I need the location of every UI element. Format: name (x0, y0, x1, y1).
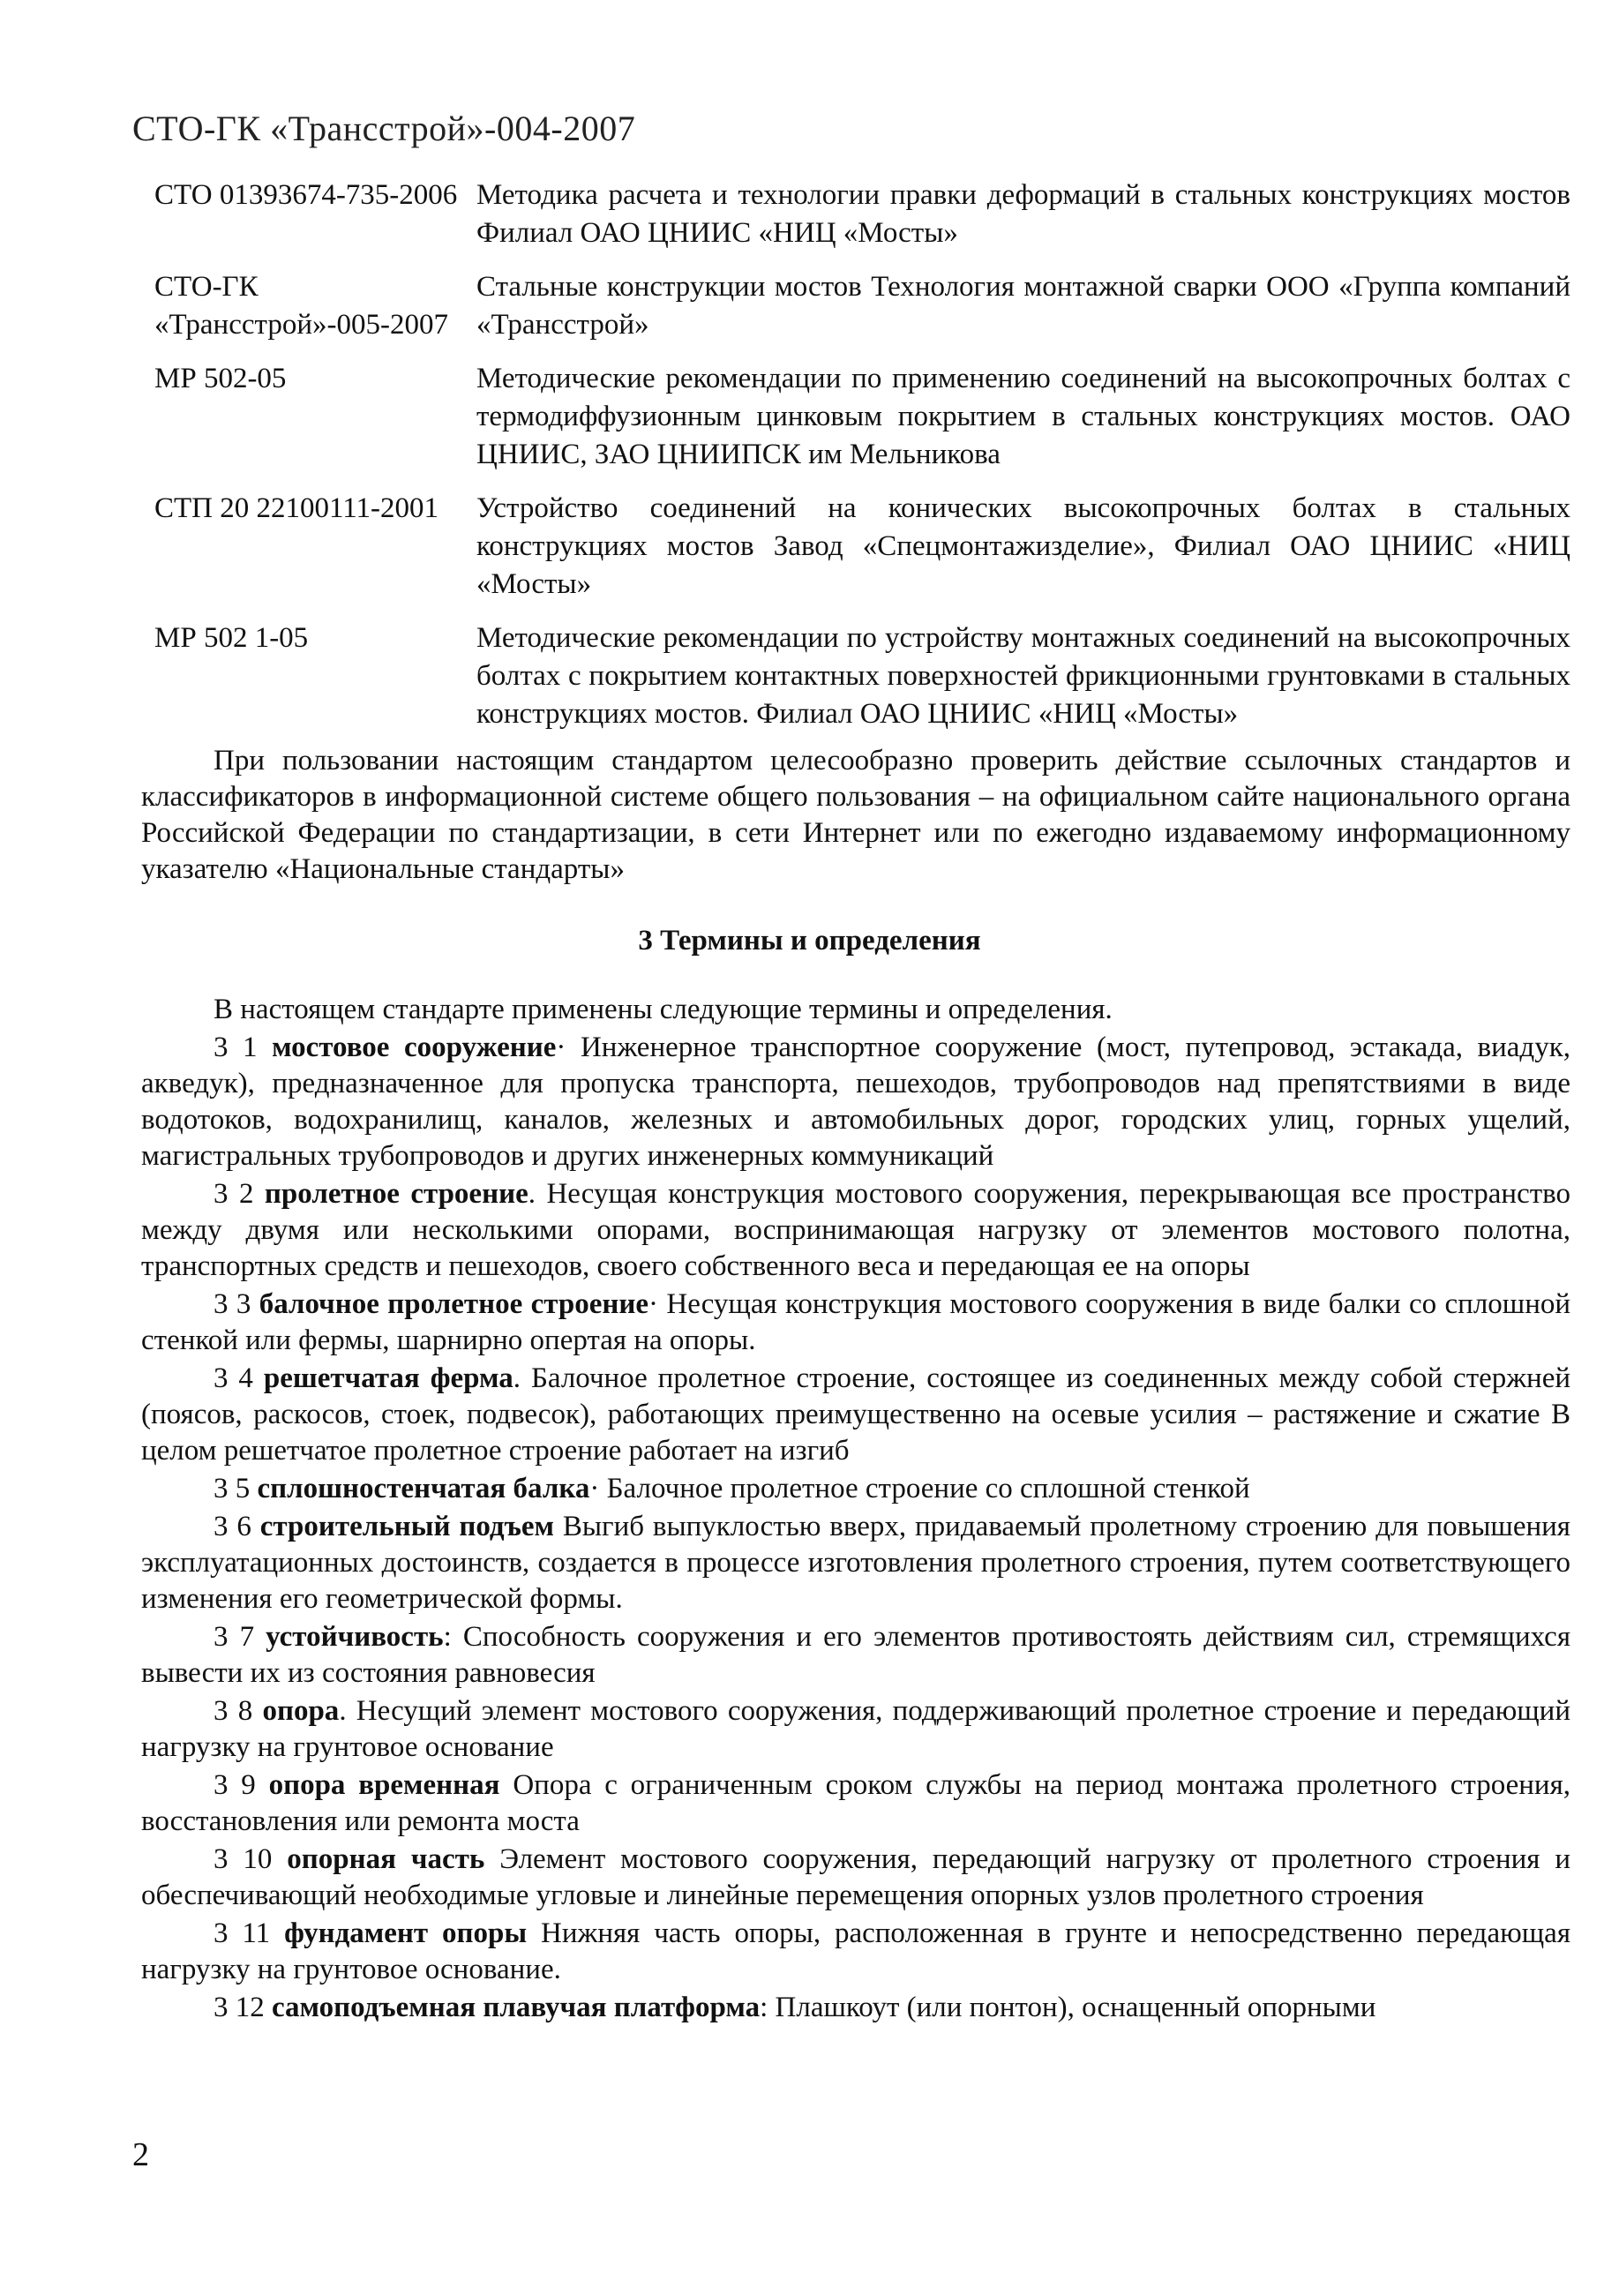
term-item (141, 1767, 1570, 1840)
term-item (141, 1176, 1570, 1285)
term-separator: : (760, 1992, 768, 2023)
term-item (141, 1361, 1570, 1469)
term-name: сплошностенчатая балка (257, 1473, 590, 1504)
reference-item (154, 490, 1570, 604)
term-definition: Балочное пролетное строение, состоящее из соединенных между собой стержней (поясов, раскосов, стоек, подвесок), работающих преимущественно на осевые усилия – растяжение и сжатие В целом решетчатое пролетное строение работает на изгиб (141, 1362, 1571, 1467)
reference-item (154, 268, 1570, 344)
term-item (141, 1471, 1570, 1507)
reference-code: МР 502-05 (154, 363, 287, 394)
term-separator: · (589, 1473, 600, 1504)
term-number: 3 4 (214, 1362, 253, 1394)
term-separator: · (648, 1288, 659, 1320)
term-item (141, 1842, 1570, 1914)
reference-code: СТП 20 22100111-2001 (154, 492, 439, 524)
term-name: устойчивость (266, 1621, 444, 1653)
term-definition: Выгиб выпуклостью вверх, придаваемый пролетному строению для повышения эксплуатационных достоинств, создается в процессе изготовления пролетного строения, путем соответствующего изменения его геометрической формы. (141, 1511, 1570, 1615)
term-number: 3 7 (214, 1621, 255, 1653)
term-item (141, 1990, 1570, 2026)
term-definition: Инженерное транспортное сооружение (мост, путепровод, эстакада, виадук, акведук), предназначенное для пропуска транспорта, пешеходов, трубопроводов над препятствиями в виде водотоков, водохранилищ, каналов, железных и автомобильных дорог, городских улиц, горных ущелий, магистральных трубопроводов и других инженерных коммуникаций (141, 1032, 1570, 1172)
term-item (141, 1509, 1570, 1617)
reference-description: Методические рекомендации по применению соединений на высокопрочных болтах с термодиффузионным цинковым покрытием в стальных конструкциях мостов. ОАО ЦНИИС, ЗАО ЦНИИПСК им Мельникова (476, 363, 1570, 470)
term-number: 3 3 (214, 1288, 251, 1320)
term-name: опорная часть (287, 1843, 485, 1875)
terms-list (141, 992, 1570, 2028)
term-number: 3 9 (214, 1769, 256, 1801)
term-definition: Способность сооружения и его элементов противостоять действиям сил, стремящихся вывести их из состояния равновесия (141, 1621, 1570, 1689)
section-title: 3 Термины и определения (638, 925, 981, 957)
reference-item (154, 176, 1570, 252)
reference-description: Методические рекомендации по устройству монтажных соединений на высокопрочных болтах с покрытием контактных поверхностей фрикционными грунтовками в стальных конструкциях мостов. Филиал ОАО ЦНИИС «НИЦ «Мосты» (476, 622, 1570, 730)
term-name: решетчатая ферма (263, 1362, 513, 1394)
term-definition: Несущий элемент мостового сооружения, поддерживающий пролетное строение и передающий нагрузку на грунтовое основание (141, 1695, 1571, 1763)
reference-code: СТО 01393674-735-2006 (154, 179, 458, 211)
terms-intro: В настоящем стандарте применены следующие термины и определения. (214, 994, 1113, 1025)
term-item (141, 1916, 1570, 1988)
term-name: строительный подъем (259, 1511, 554, 1542)
term-name: опора временная (268, 1769, 500, 1801)
term-item (141, 1287, 1570, 1359)
term-number: 3 8 (214, 1695, 253, 1727)
term-definition: Балочное пролетное строение со сплошной стенкой (606, 1473, 1250, 1504)
term-definition: Плашкоут (или понтон), оснащенный опорными (775, 1992, 1376, 2023)
reference-list (154, 176, 1570, 749)
term-name: мостовое сооружение (272, 1032, 557, 1063)
term-item (141, 1030, 1570, 1174)
term-separator: : (443, 1621, 452, 1653)
term-definition: Несущая конструкция мостового сооружения, перекрывающая все пространство между двумя или несколькими опорами, воспринимающая нагрузку от элементов мостового полотна, транспортных средств и пешеходов, своего собственного веса и передающая ее на опоры (141, 1178, 1571, 1282)
term-definition: Опора с ограниченным сроком службы на период монтажа пролетного строения, восстановления или ремонта моста (141, 1769, 1571, 1837)
term-name: балочное пролетное строение (259, 1288, 649, 1320)
term-number: 3 12 (214, 1992, 265, 2023)
term-item (141, 1619, 1570, 1692)
reference-description: Методика расчета и технологии правки деформаций в стальных конструкциях мостов Филиал ОАО ЦНИИС «НИЦ «Мосты» (476, 179, 1570, 249)
term-item (141, 1693, 1570, 1766)
term-number: 3 10 (214, 1843, 273, 1875)
term-separator: . (513, 1362, 521, 1394)
term-definition: Нижняя часть опоры, расположенная в грунте и непосредственно передающая нагрузку на грунтовое основание. (141, 1917, 1571, 1985)
term-number: 3 11 (214, 1917, 271, 1949)
term-name: самоподъемная плавучая платформа (272, 1992, 761, 2023)
term-number: 3 1 (214, 1032, 258, 1063)
usage-note (141, 743, 1570, 888)
term-definition: Несущая конструкция мостового сооружения в виде балки со сплошной стенкой или фермы, шарнирно опертая на опоры. (141, 1288, 1571, 1356)
page-number: 2 (132, 2136, 149, 2173)
term-number: 3 6 (214, 1511, 251, 1542)
term-separator: . (528, 1178, 536, 1210)
reference-description: Устройство соединений на конических высокопрочных болтах в стальных конструкциях мостов Завод «Спецмонтажизделие», Филиал ОАО ЦНИИС «НИЦ «Мосты» (476, 492, 1570, 600)
reference-code: СТО-ГК «Трансстрой»-005-2007 (154, 271, 448, 341)
reference-code: МР 502 1-05 (154, 622, 309, 654)
term-number: 3 2 (214, 1178, 254, 1210)
usage-note-text: При пользовании настоящим стандартом целесообразно проверить действие ссылочных стандартов и классификаторов в информационной системе общего пользования – на официальном сайте национального органа Российской Федерации по стандартизации, в сети Интернет или по ежегодно издаваемому информационному указателю «Национальные стандарты» (141, 745, 1570, 885)
term-separator: . (339, 1695, 347, 1727)
term-name: опора (262, 1695, 340, 1727)
reference-description: Стальные конструкции мостов Технология монтажной сварки ООО «Группа компаний «Трансстрой» (476, 271, 1570, 341)
term-definition: Элемент мостового сооружения, передающий нагрузку от пролетного строения и обеспечивающий необходимые угловые и линейные перемещения опорных узлов пролетного строения (141, 1843, 1571, 1911)
term-separator: · (556, 1032, 566, 1063)
term-name: фундамент опоры (284, 1917, 528, 1949)
reference-item (154, 619, 1570, 733)
term-number: 3 5 (214, 1473, 251, 1504)
term-name: пролетное строение (264, 1178, 528, 1210)
reference-item (154, 360, 1570, 474)
document-header: СТО-ГК «Трансстрой»-004-2007 (132, 109, 636, 148)
